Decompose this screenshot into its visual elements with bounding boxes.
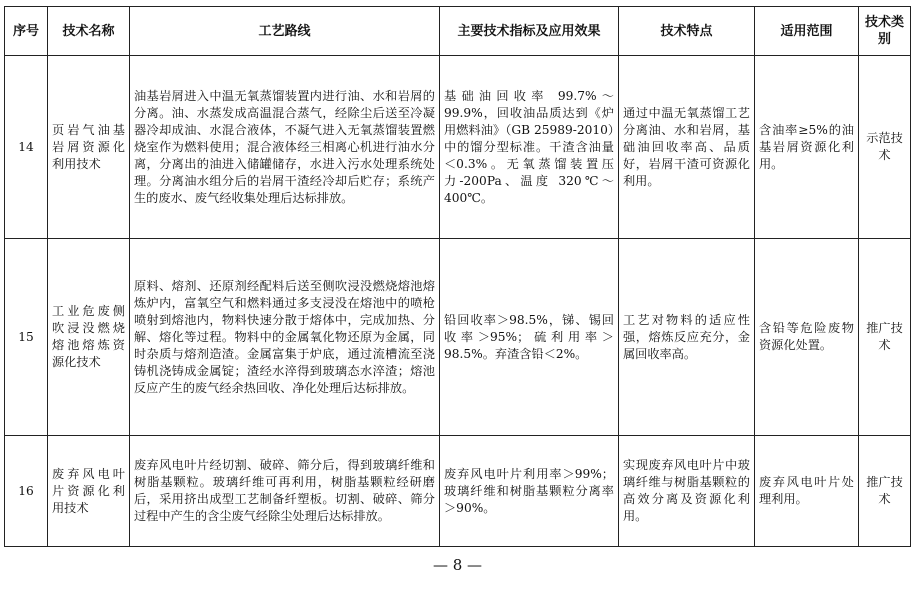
table-row [5, 239, 911, 436]
cell-process-route: 原料、熔剂、还原剂经配料后送至侧吹浸没燃烧熔池熔炼炉内，富氧空气和燃料通过多支浸没在熔池中的喷枪喷射到熔池内，物料快速分散于熔体中，完成加热、分解、熔化等过程。物料中的金属氧化物还原为金属，同时杂质与熔剂造渣。金属富集于炉底，通过流槽流至浇铸机浇铸成金属锭；渣经水淬得到玻璃态水淬渣；熔池反应产生的废气经余热回收、净化处理后达标排放。 [130, 239, 440, 436]
header-scope: 适用范围 [755, 7, 859, 56]
header-category: 技术类别 [859, 7, 911, 56]
cell-tech-name: 废弃风电叶片资源化利用技术 [48, 436, 130, 547]
page-number: — 8 — [432, 556, 483, 574]
header-indicators: 主要技术指标及应用效果 [440, 7, 619, 56]
table-row [5, 56, 911, 239]
cell-features: 通过中温无氧蒸馏工艺分离油、水和岩屑，基础油回收率高、品质好，岩屑干渣可资源化利用。 [619, 56, 755, 239]
cell-seq: 14 [5, 56, 48, 239]
cell-category: 推广技术 [859, 436, 911, 547]
cell-features: 实现废弃风电叶片中玻璃纤维与树脂基颗粒的高效分离及资源化利用。 [619, 436, 755, 547]
table-header-row [5, 7, 911, 56]
technology-table [4, 6, 911, 547]
cell-features: 工艺对物料的适应性强，熔炼反应充分，金属回收率高。 [619, 239, 755, 436]
cell-scope: 含油率≥5%的油基岩屑资源化利用。 [755, 56, 859, 239]
header-seq: 序号 [5, 7, 48, 56]
cell-category: 推广技术 [859, 239, 911, 436]
cell-tech-name: 工业危废侧吹浸没燃烧熔池熔炼资源化技术 [48, 239, 130, 436]
cell-process-route: 废弃风电叶片经切割、破碎、筛分后，得到玻璃纤维和树脂基颗粒。玻璃纤维可再利用，树脂基颗粒经研磨后，采用挤出成型工艺制备纤塑板。切割、破碎、筛分过程中产生的含尘废气经除尘处理后达标排放。 [130, 436, 440, 547]
cell-seq: 16 [5, 436, 48, 547]
cell-indicators: 基础油回收率 99.7%～99.9%，回收油品质达到《炉用燃料油》（GB 25989-2010）中的馏分型标准。干渣含油量＜0.3%。无氧蒸馏装置压力-200Pa、温度 320℃～400℃。 [440, 56, 619, 239]
cell-indicators: 铅回收率＞98.5%，锑、锡回收率＞95%；硫利用率＞98.5%。弃渣含铅＜2%。 [440, 239, 619, 436]
header-features: 技术特点 [619, 7, 755, 56]
cell-seq: 15 [5, 239, 48, 436]
cell-scope: 废弃风电叶片处理利用。 [755, 436, 859, 547]
cell-process-route: 油基岩屑进入中温无氧蒸馏装置内进行油、水和岩屑的分离。油、水蒸发成高温混合蒸气，经除尘后送至冷凝器冷却成油、水混合液体，不凝气进入无氧蒸馏装置燃烧室作为燃料使用；混合液体经三相离心机进行油水分离，分离出的油进入储罐储存，水进入污水处理系统处理。分离油水组分后的岩屑干渣经冷却后贮存；系统产生的废水、废气经收集处理后达标排放。 [130, 56, 440, 239]
cell-category: 示范技术 [859, 56, 911, 239]
table-row [5, 436, 911, 547]
cell-scope: 含铅等危险废物资源化处置。 [755, 239, 859, 436]
header-process-route: 工艺路线 [130, 7, 440, 56]
cell-tech-name: 页岩气油基岩屑资源化利用技术 [48, 56, 130, 239]
header-tech-name: 技术名称 [48, 7, 130, 56]
cell-indicators: 废弃风电叶片利用率＞99%；玻璃纤维和树脂基颗粒分离率＞90%。 [440, 436, 619, 547]
